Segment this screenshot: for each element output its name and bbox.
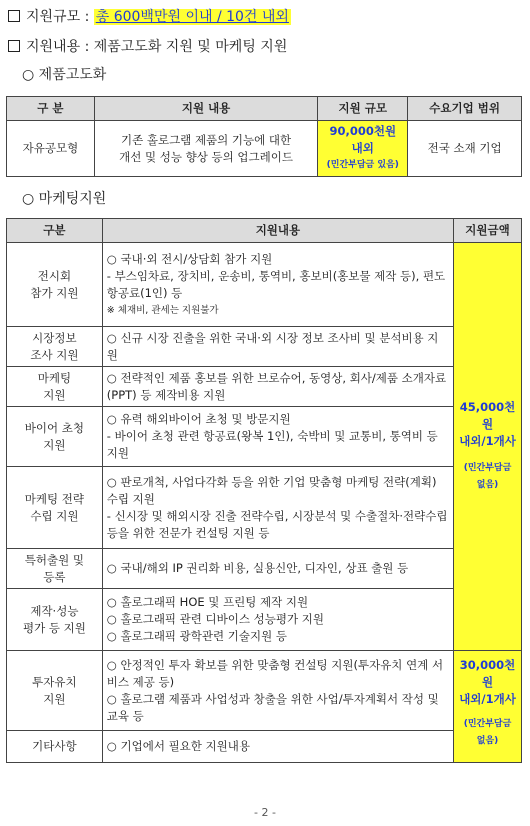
content-cell [102,243,453,327]
table-row [7,367,522,407]
content-cell [102,651,453,731]
list-item: ○ 안정적인 투자 확보를 위한 맞춤형 컨설팅 지원(투자유치 연계 서비스 제공 등) [106,657,444,689]
list-item: ○ 국내/해외 IP 권리화 비용, 실용신안, 디자인, 상표 출원 등 [106,561,409,575]
amount-cell [454,243,522,651]
amount-note: (민간부담금 있음) [326,160,399,170]
header-cell: 지원 내용 [94,97,317,121]
category-cell: 투자유치 지원 [7,651,103,731]
note-text: ※ 체재비, 관세는 지원불가 [106,304,219,316]
circle-bullet-icon: ○ [22,191,35,207]
content-cell [102,731,453,763]
table-row [7,651,522,731]
subsection-title: 제품고도화 [38,67,107,83]
colon: : [84,9,90,25]
amount-line: 45,000천원 [459,400,516,431]
table-row [7,589,522,651]
subsection-title: 마케팅지원 [38,191,107,207]
highlighted-value: 총 600백만원 이내 / 10건 내외 [95,9,289,25]
table-row [7,731,522,763]
list-item: - 신시장 및 해외시장 진출 전략수립, 시장분석 및 수출절차·전략수립 등을 위한 전문가 컨설팅 지원 등 [106,508,448,540]
subsection-product [22,64,106,84]
table-header-row [7,219,522,243]
amount-line: 30,000천원 [459,658,516,689]
section-value: 제품고도화 지원 및 마케팅 지원 [93,39,288,55]
category-cell: 바이어 초청 지원 [7,407,103,467]
amount-note: (민간부담금 없음) [463,463,512,490]
marketing-table [6,218,522,763]
content-line: 개선 및 성능 향상 등의 업그레이드 [119,149,293,164]
list-item: ○ 유력 해외바이어 초청 및 방문지원 [106,412,291,426]
checkbox-square-icon [8,40,20,52]
header-cell: 구 분 [7,97,95,121]
content-cell [94,121,317,177]
category-cell: 자유공모형 [7,121,95,177]
table-row [7,121,522,177]
amount-line: 90,000천원 [329,124,397,138]
table-row [7,549,522,589]
category-cell: 특허출원 및 등록 [7,549,103,589]
amount-line: 내외 [351,141,374,155]
category-cell: 전시회 참가 지원 [7,243,103,327]
list-item: ○ 국내·외 전시/상담회 참가 지원 [106,251,273,266]
table-header-row [7,97,522,121]
list-item: ○ 홀로그래픽 HOE 및 프린팅 제작 지원 [106,595,309,609]
section-label: 지원규모 [26,9,81,25]
circle-bullet-icon: ○ [22,67,35,83]
content-cell [102,327,453,367]
content-cell [102,367,453,407]
amount-line: 내외/1개사 [459,692,516,706]
scale-cell [318,121,408,177]
page-number: - 2 - [254,806,276,819]
amount-note: (민간부담금 없음) [463,719,512,746]
product-upgrade-table [6,96,522,177]
category-cell: 기타사항 [7,731,103,763]
list-item: - 바이어 초청 관련 항공료(왕복 1인), 숙박비 및 교통비, 통역비 등 지원 [106,429,438,460]
category-cell: 시장정보 조사 지원 [7,327,103,367]
list-item: ○ 판로개척, 사업다각화 등을 위한 기업 맞춤형 마케팅 전략(계획) 수립 지원 [106,474,437,506]
header-cell: 지원내용 [102,219,453,243]
table-row [7,327,522,367]
content-cell [102,589,453,651]
table-row [7,467,522,549]
list-item: ○ 전략적인 제품 홍보를 위한 브로슈어, 동영상, 회사/제품 소개자료(PPT) 등 제작비용 지원 [106,370,447,402]
list-item: ○ 기업에서 필요한 지원내용 [106,739,250,753]
table-row [7,407,522,467]
header-cell: 구분 [7,219,103,243]
section-content [8,36,287,56]
table-row [7,243,522,327]
list-item: ○ 신규 시장 진출을 위한 국내·외 시장 정보 조사비 및 분석비용 지원 [106,330,439,362]
section-label: 지원내용 [26,39,81,55]
list-item: ○ 홀로그래픽 관련 디바이스 성능평가 지원 [106,612,324,626]
category-cell: 마케팅 전략 수립 지원 [7,467,103,549]
header-cell: 수요기업 범위 [408,97,522,121]
header-cell: 지원금액 [454,219,522,243]
list-item: ○ 홀로그램 제품과 사업성과 창출을 위한 사업/투자계획서 작성 및 교육 등 [106,691,439,723]
category-cell: 마케팅 지원 [7,367,103,407]
colon: : [84,39,90,55]
scope-cell: 전국 소재 기업 [408,121,522,177]
header-cell: 지원 규모 [318,97,408,121]
content-cell [102,549,453,589]
content-cell [102,407,453,467]
amount-cell [454,651,522,763]
subsection-marketing [22,188,106,208]
amount-line: 내외/1개사 [459,434,516,448]
list-item: ○ 홀로그래픽 광학관련 기술지원 등 [106,629,287,643]
list-item: - 부스임차료, 장치비, 운송비, 통역비, 홍보비(홍보물 제작 등), 편도 항공료(1인) 등 [106,268,446,300]
content-line: 기존 홀로그램 제품의 기능에 대한 [120,132,292,147]
category-cell: 제작·성능 평가 등 지원 [7,589,103,651]
content-cell [102,467,453,549]
checkbox-square-icon [8,10,20,22]
section-scale [8,6,291,26]
